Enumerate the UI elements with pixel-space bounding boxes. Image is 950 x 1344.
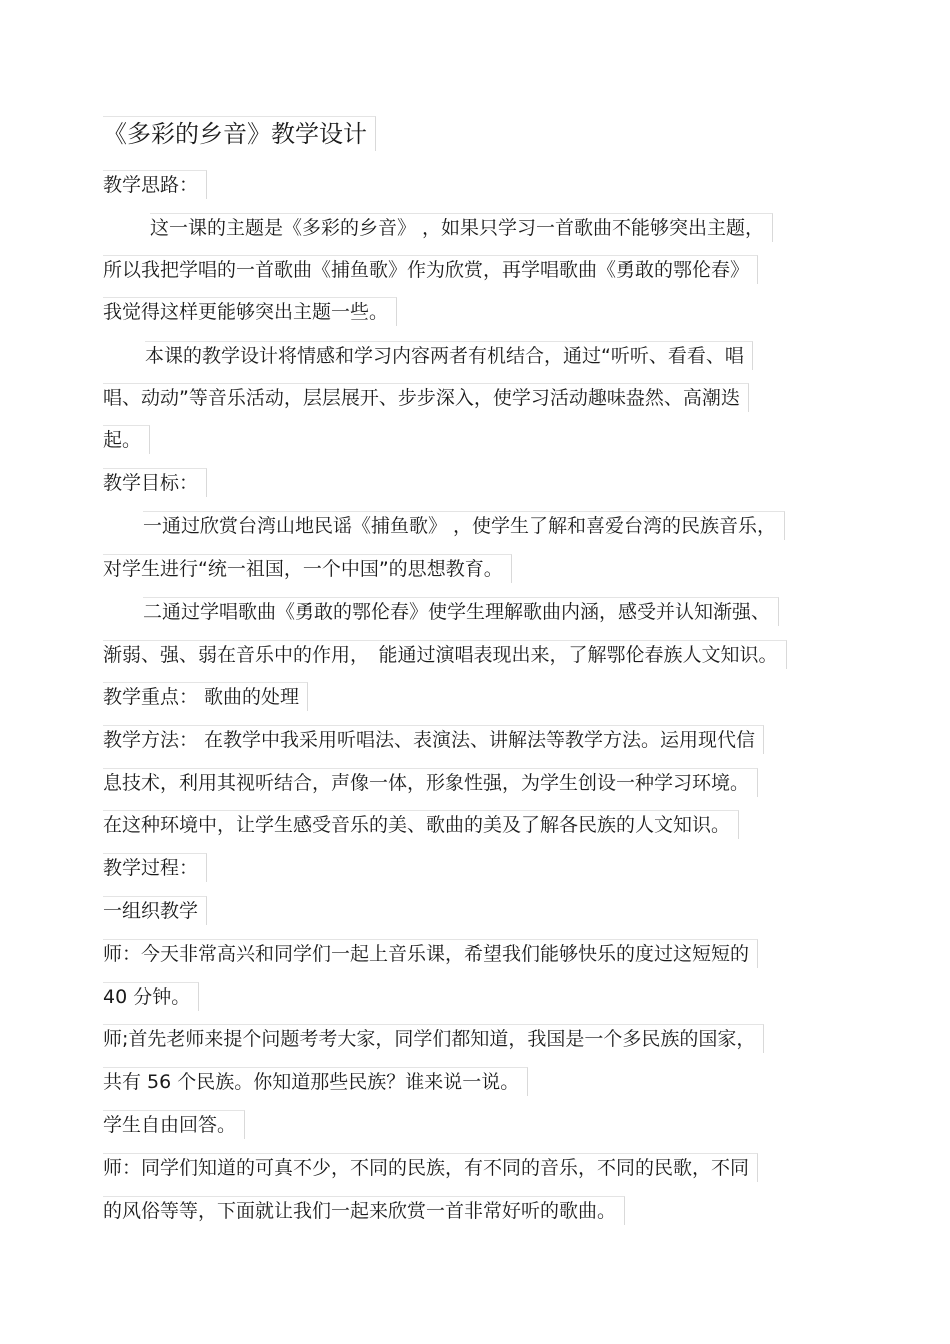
paragraph-line: 本课的教学设计将情感和学习内容两者有机结合，通过“听听、看看、唱 — [145, 341, 753, 370]
paragraph-line: 学生自由回答。 — [103, 1110, 245, 1139]
paragraph-line: 这一课的主题是《多彩的乡音》 ，如果只学习一首歌曲不能够突出主题， — [150, 213, 773, 242]
paragraph-line: 我觉得这样更能够突出主题一些。 — [103, 297, 397, 326]
paragraph-line: 渐弱、强、弱在音乐中的作用， 能通过演唱表现出来，了解鄂伦春族人文知识。 — [103, 640, 787, 669]
paragraph-line: 起。 — [103, 425, 150, 454]
paragraph-line: 在这种环境中，让学生感受音乐的美、歌曲的美及了解各民族的人文知识。 — [103, 810, 739, 839]
paragraph-line: 师：同学们知道的可真不少，不同的民族，有不同的音乐，不同的民歌，不同 — [103, 1153, 758, 1182]
paragraph-line: 所以我把学唱的一首歌曲《捕鱼歌》作为欣赏，再学唱歌曲《勇敢的鄂伦春》 — [103, 255, 758, 284]
paragraph-line: 共有 56 个民族。你知道那些民族？谁来说一说。 — [103, 1067, 528, 1096]
section-heading-process: 教学过程： — [103, 853, 207, 882]
paragraph-line: 师：今天非常高兴和同学们一起上音乐课，希望我们能够快乐的度过这短短的 — [103, 939, 758, 968]
paragraph-line: 对学生进行“统一祖国，一个中国”的思想教育。 — [103, 554, 512, 583]
section-heading-methods: 教学方法： 在教学中我采用听唱法、表演法、讲解法等教学方法。运用现代信 — [103, 725, 764, 754]
paragraph-line: 40 分钟。 — [103, 982, 199, 1011]
paragraph-line: 息技术，利用其视听结合，声像一体，形象性强，为学生创设一种学习环境。 — [103, 768, 758, 797]
section-heading-teaching-idea: 教学思路： — [103, 170, 207, 199]
section-heading-objectives: 教学目标： — [103, 468, 207, 497]
document-title: 《多彩的乡音》教学设计 — [103, 116, 376, 151]
paragraph-line: 的风俗等等，下面就让我们一起来欣赏一首非常好听的歌曲。 — [103, 1196, 625, 1225]
paragraph-line: 一通过欣赏台湾山地民谣《捕鱼歌》 ，使学生了解和喜爱台湾的民族音乐， — [143, 511, 785, 540]
paragraph-line: 师;首先老师来提个问题考考大家，同学们都知道，我国是一个多民族的国家， — [103, 1024, 764, 1053]
subsection-heading: 一组织教学 — [103, 896, 207, 925]
paragraph-line: 二通过学唱歌曲《勇敢的鄂伦春》使学生理解歌曲内涵，感受并认知渐强、 — [143, 597, 779, 626]
paragraph-line: 唱、动动”等音乐活动，层层展开、步步深入，使学习活动趣味盎然、高潮迭 — [103, 383, 749, 412]
section-heading-focus: 教学重点： 歌曲的处理 — [103, 682, 308, 711]
